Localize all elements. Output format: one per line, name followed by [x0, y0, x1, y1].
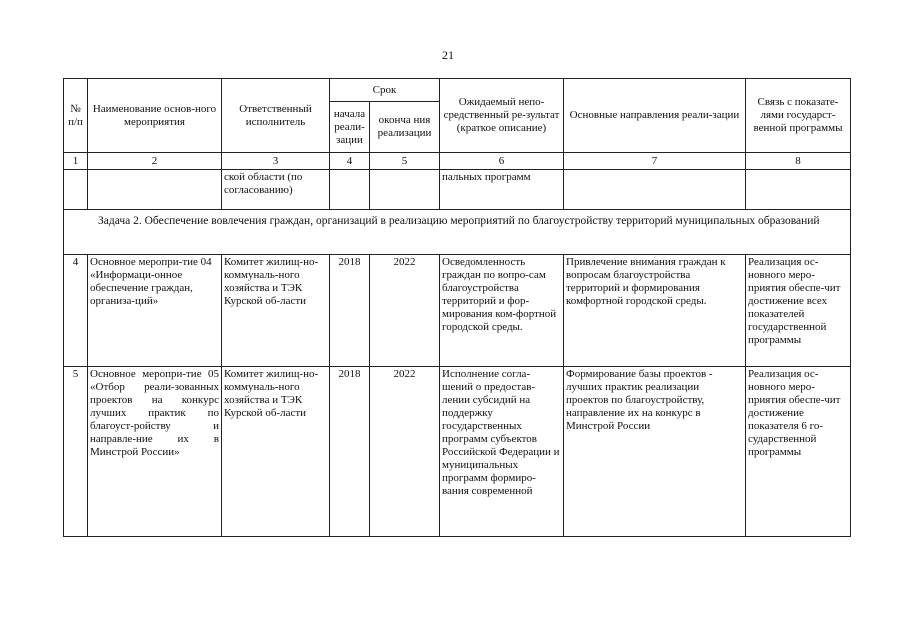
header-start: начала реали-зации — [330, 102, 370, 153]
continuation-responsible: ской области (по согласованию) — [222, 170, 330, 210]
row-start: 2018 — [330, 255, 370, 367]
header-expected: Ожидаемый непо-средственный ре-зультат (краткое описание) — [440, 79, 564, 153]
row-name: Основное меропри-тие 04 «Информаци-онное обеспечение граждан, организа-ций» — [88, 255, 222, 367]
header-term: Срок — [330, 79, 440, 102]
task-2-title: Задача 2. Обеспечение вовлечения граждан, организаций в реализацию мероприятий по благоустройству территорий муниципальных образований — [64, 210, 851, 255]
continuation-row — [64, 170, 851, 210]
row-start: 2018 — [330, 367, 370, 537]
column-number: 6 — [440, 153, 564, 170]
column-number: 1 — [64, 153, 88, 170]
row-name: Основное меропри-тие 05 «Отбор реали-зованных проектов на конкурс лучших практик по благоуст-ройству и направле-ние их в Минстрой России» — [88, 367, 222, 537]
row-end: 2022 — [370, 255, 440, 367]
column-number-row — [64, 153, 851, 170]
column-number: 3 — [222, 153, 330, 170]
row-directions: Формирование базы проектов - лучших практик реализации проектов по благоустройству, направление их на конкурс в Минстрой России — [564, 367, 746, 537]
row-link: Реализация ос-новного меро-приятия обеспе-чит достижение показателя 6 го-сударственной программы — [746, 367, 851, 537]
row-expected: Исполнение согла-шений о предостав-лении субсидий на поддержку государственных программ субъектов Российской Федерации и муниципальных программ формиро-вания современной — [440, 367, 564, 537]
header-name: Наименование основ-ного мероприятия — [88, 79, 222, 153]
row-expected: Осведомленность граждан по вопро-сам благоустройства территорий и фор-мирования ком-фортной городской среды. — [440, 255, 564, 367]
header-responsible: Ответственный исполнитель — [222, 79, 330, 153]
header-end: оконча ния реализации — [370, 102, 440, 153]
row-num: 4 — [64, 255, 88, 367]
continuation-expected: пальных программ — [440, 170, 564, 210]
header-directions: Основные направления реали-зации — [564, 79, 746, 153]
row-responsible: Комитет жилищ-но-коммуналь-ного хозяйства и ТЭК Курской об-ласти — [222, 367, 330, 537]
column-number: 4 — [330, 153, 370, 170]
row-directions: Привлечение внимания граждан к вопросам благоустройства территорий и формирования комфортной городской среды. — [564, 255, 746, 367]
header-link: Связь с показате-лями государст-венной программы — [746, 79, 851, 153]
row-num: 5 — [64, 367, 88, 537]
row-end: 2022 — [370, 367, 440, 537]
row-responsible: Комитет жилищ-но-коммуналь-ного хозяйства и ТЭК Курской об-ласти — [222, 255, 330, 367]
table-row — [64, 255, 851, 367]
column-number: 7 — [564, 153, 746, 170]
column-number: 2 — [88, 153, 222, 170]
task-row — [64, 210, 851, 255]
column-number: 8 — [746, 153, 851, 170]
activities-table — [63, 78, 851, 537]
table-row — [64, 367, 851, 537]
column-number: 5 — [370, 153, 440, 170]
header-num: № п/п — [64, 79, 88, 153]
page-number: 21 — [442, 48, 454, 62]
row-link: Реализация ос-новного меро-приятия обеспе-чит достижение всех показателей государственной программы — [746, 255, 851, 367]
header-row — [64, 79, 851, 102]
